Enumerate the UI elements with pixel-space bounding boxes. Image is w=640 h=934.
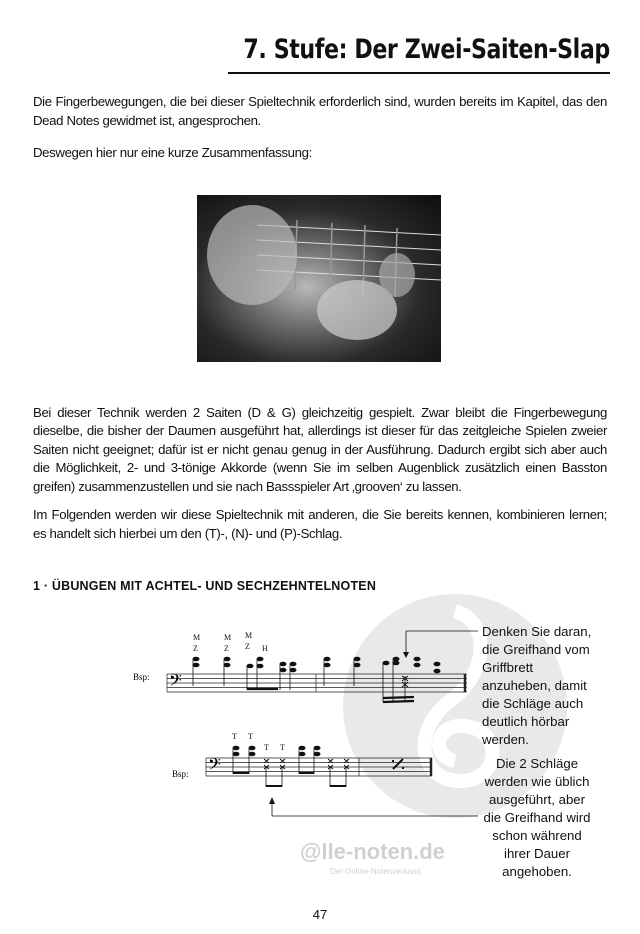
paragraph-technique: Bei dieser Technik werden 2 Saiten (D & G) gleichzeitig gespielt. Zwar bleibt die Fingerbewegung dieselbe, die bisher der Daumen ausgeführt hat, allerdings ist dieser für das zeitgleiche Spielen zweier Saiten nicht geeignet; dafür ist er nicht genau genug in der Ausführung. Dadurch ergibt sich aber auch die Möglichkeit, 2- und 3-tönige Akkorde (wenn Sie im selben Augenblick zusätzlich einen Basston greifen) zusammenzustellen und sie nach Bassspieler Art ‚grooven‘ zu lassen. [33,404,607,494]
staff1-beams [247,689,414,702]
watermark-subtext: Der Online-Notenversand [330,867,421,876]
mark-t: T [264,743,269,752]
page-number: 47 [312,907,328,922]
staff1-label: Bsp: [133,672,150,682]
note-lift-hand: Denken Sie daran, die Greifhand vom Griffbrett anzuheben, damit die Schläge auch deutlich hörbar werden. [482,624,592,747]
mark-m: M [224,633,232,642]
section-heading: 1 · ÜBUNGEN MIT ACHTEL- UND SECHZEHNTELNOTEN [33,579,377,593]
music-notation [0,616,480,826]
mark-z: Z [245,642,250,651]
mark-h: H [262,644,268,653]
paragraph-summary: Deswegen hier nur eine kurze Zusammenfassung: [33,145,312,160]
staff2-label: Bsp: [172,769,189,779]
page-title: 7. Stufe: Der Zwei-Saiten-Slap [243,34,610,65]
mark-z: Z [224,644,229,653]
bass-clef-icon: 𝄢 [208,756,221,778]
page-body [33,93,607,934]
paragraph-intro: Die Fingerbewegungen, die bei dieser Spieltechnik erforderlich sind, wurden bereits im Kapitel, das den Dead Notes gewidmet ist, angesprochen. [33,94,607,128]
mark-t: T [248,732,253,741]
title-underline [228,72,610,74]
note-two-strokes: Die 2 Schläge werden wie üblich ausgeführt, aber die Greifhand wird schon während ihrer Dauer angehoben. [483,756,591,879]
paragraph-combination: Im Folgenden werden wir diese Spieltechnik mit anderen, die Sie bereits kennen, kombinieren lernen; es handelt sich hierbei um den (T)-, (N)- und (P)-Schlag. [33,507,607,541]
bass-photo [197,195,441,362]
staff-1 [167,674,467,692]
mark-m: M [245,631,253,640]
arrow-up-icon [272,800,478,816]
exercise-block [0,601,640,901]
mark-z: Z [193,644,198,653]
staff1-notes [193,657,441,674]
repeat-measure-icon [392,759,404,769]
mark-m: M [193,633,201,642]
dead-note-x-icons [264,759,349,769]
mark-t: T [232,732,237,741]
bass-clef-icon: 𝄢 [169,672,182,694]
mark-t: T [280,743,285,752]
watermark-text: @lle-noten.de [300,839,445,864]
